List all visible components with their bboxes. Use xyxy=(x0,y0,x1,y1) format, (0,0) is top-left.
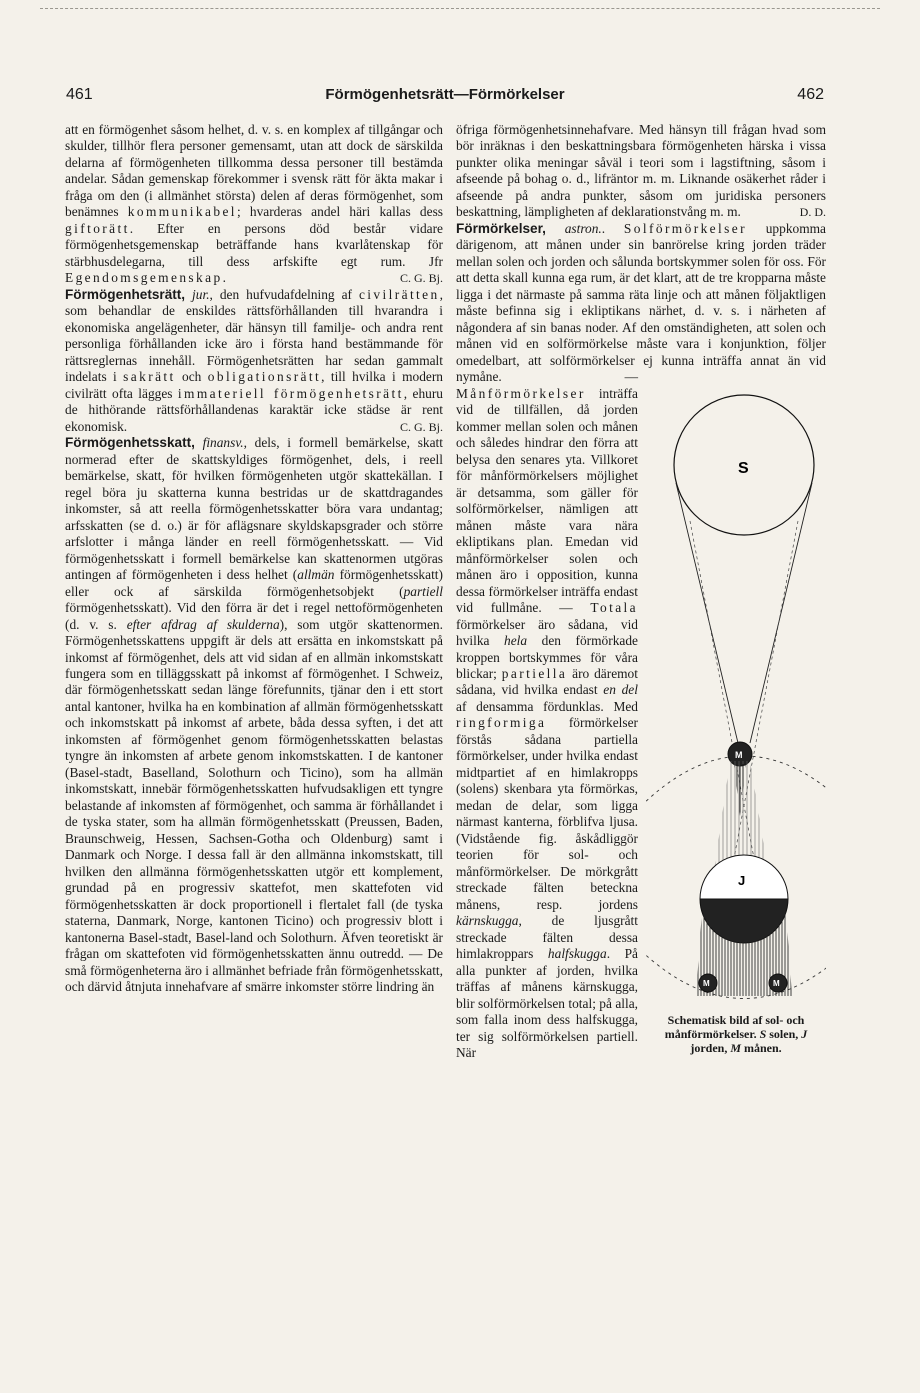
running-head: Förmögenhetsrätt—Förmörkelser xyxy=(325,86,565,103)
umbra-lines xyxy=(676,483,812,743)
author-signature: D. D. xyxy=(799,205,826,220)
label-moon-right: M xyxy=(773,979,780,989)
page-number-left: 461 xyxy=(66,86,93,103)
label-moon-left: M xyxy=(703,979,710,989)
top-scan-rule xyxy=(40,8,880,9)
entry-continuation: öfriga förmögenhetsinnehafvare. Med hänsyn till frågan hvad som bör inräknas i den beskattningsbara förmögenheten härska i vissa punkter olika meningar såväl i teori som i lagstiftning, såsom i afseende på bohag o. d., lifräntor m. m. Liknande osäkerhet råder i afseende på andra punkter, såsom om juridiska personers beskattning, lämpligheten af deklarationstvång m. m. D. D. xyxy=(456,122,826,220)
eclipse-diagram xyxy=(646,371,826,1007)
label-earth: J xyxy=(738,873,746,889)
figure-caption: Schematisk bild af sol- och månförmörkelser. S solen, J jorden, M månen. xyxy=(664,1013,808,1056)
headword: Förmögenhetsrätt, xyxy=(65,286,186,302)
entry-formogenhetsratt: Förmögenhetsrätt, jur., den hufvudafdelning af civilrätten, som behandlar de enskildes rättsförhållanden till hvarandra i ekonomiska angelägenheter, där hänsyn till familje- och andra rent personliga förhållanden icke äro i första hand bestämmande för rättsreglernas innehåll. Förmögenhetsrätten har sedan gammalt indelats i sakrätt och obligationsrätt, till hvilka i modern civilrätt ofta lägges immateriell förmögenhetsrätt, ehuru de hithörande rättsförhållandenas karaktär icke städse är rent ekonomisk. C. G. Bj. xyxy=(65,286,443,434)
headword: Förmögenhetsskatt, xyxy=(65,435,195,451)
column-right xyxy=(456,122,826,1095)
author-signature: C. G. Bj. xyxy=(399,419,443,434)
entry-formorkelser: Förmörkelser, astron.. Solförmörkelser uppkomma därigenom, att månen under sin banrörelse kring jorden träder mellan solen och jorden och sålunda bortskymmer solen för oss. För att detta skall kunna ega rum, är det klart, att de tre kropparna måste ligga i det närmaste på samma räta linje och att månen följaktligen måste befinna sig i ekliptikans närhet, d. v. s. i närheten af någondera af sin banas noder. Af den omständigheten, att solen och månen vid en solförmörkelse måste vara i konjunktion, följer omedelbart, att solförmörkelser ej kunna inträffa annat än vid nymåne. — S M J M M Schematisk bild af sol- och månförmörkelser. S solen, J jorden, M månen. Månförmörkelser inträffa vid de tillfällen, då jorden kommer mellan solen och månen och således hindrar den förra att belysa den senares yta. Villkoret för månförmörkelsers möjlighet är detsamma, som gäller för solförmörkelser, nämligen att månen måste vara nära ekliptikans plan. Emedan vid månförmörkelser solen och månen äro i opposition, kunna dessa förmörkelser inträffa endast vid fullmåne. — Totala förmörkelser äro sådana, vid hvilka hela den förmörkade kroppen bortskymmes för våra blickar; partiella äro däremot sådana, vid hvilka endast en del af densamma fördunklas. Med ringformiga förmörkelser förstås sådana partiella förmörkelser, under hvilka endast midtpartiet af en himlakropps (solens) skenbara yta förmörkas, medan de delar, som ligga närmast kanterna, förblifva ljusa. (Vidstående fig. åskådliggör teorien för sol- och månförmörkelser. De mörkgrått streckade fälten beteckna månens, resp. jordens kärnskugga, de ljusgrått streckade fälten dessa himlakroppars halfskugga. På alla punkter af jorden, hvilka träffas af månens kärnskugga, blir solförmörkelsen total; på alla, som falla inom dess halfskugga, ter sig solförmörkelsen partiell. När xyxy=(456,221,826,1062)
headword: Förmörkelser, xyxy=(456,220,546,236)
entry-formogenhetsskatt: Förmögenhetsskatt, finansv., dels, i formell bemärkelse, skatt normerad efter de skattskyldiges förmögenhet, dels, i reell bemärkelse, skatt, för hvilken förmögenheten utgör skattekällan. I regel böra ju skatterna kunna bestridas ur de skattdragandes inkomster, så att reella förmögenhetsskatter böra vara undantag; arfsskatten (se d. o.) är för aflägsnare skyldskapsgrader och större arfslotter i många länder en reell förmögenhetsskatt. — Vid förmögenhetsskatt i formell bemärkelse kan skattenormen utgöras antingen af förmögenheten i dess helhet (allmän förmögenhetsskatt) eller ock af särskilda förmögenhetsobjekt (partiell förmögenhetsskatt). Vid den förra är det i regel nettoförmögenheten (d. v. s. efter afdrag af skulderna), som utgör skattenormen. Förmögenhetsskattens uppgift är dels att ersätta en inkomstskatt på inkomst af förmögenhet, dels att vid sidan af en allmän inkomstskatt fungera som en tilläggsskatt på inkomst af förmögenhet. I Schweiz, där förmögenhetsskatt sedan länge förefunnits, tjänar den i ett stort antal kantoner, hvilka ha en kombination af allmän förmögenhetsskatt och inkomstskatt på inkomst af arbete, båda dessa syften, i det att inkomsten af förmögenhet genom förmögenhetsskatten belastas tyngre än inkomsten af arbete genom inkomstskatten. I de kantoner (Basel-stadt, Baselland, Solothurn och Ticino), som ha allmän inkomstskatt, innebär förmögenhetsskatten hufvudsakligen ett tyngre belastande af inkomsten af förmögenhet, och samma är förhållandet i de tyska stater, som ha allmän förmögenhetsskatt (Preussen, Baden, Braunschweig, Hessen, Sachsen-Gotha och Oldenburg) samt i Danmark och Norge. I dessa fall är den allmänna inkomstskatt, till hvilken den allmänna förmögenhetsskatten utgör ett komplement, grundad på en progressiv skattefot, men skattefoten vid förmögenhetsskatten är dock proportionell i flertalet fall (de tyska staterna, Danmark, Norge, kantonen Ticino) och progressiv blott i kantonerna Basel-stadt, Basel-land och Solothurn. Äfven teoretiskt är frågan om skattefoten vid förmögenhetsskatten ännu outredd. — De små förmögenheterna äro i allmänhet befriade från förmögenhetsskatt, och därvid åtnjuta innehafvare af smärre inkomster större lindring än xyxy=(65,435,443,995)
column-left xyxy=(65,122,443,996)
eclipse-figure xyxy=(646,371,826,1091)
entry-continuation: att en förmögenhet såsom helhet, d. v. s. en komplex af tillgångar och skulder, tillhör flera personer gemensamt, utan att dock de särskilda delarna af förmögenheten tillkomma dessa personer till bestämda andelar. Sådan gemenskap förekommer i svensk rätt för äkta makar i fråga om den (i allmänhet största) delen af deras förmögenhet, som benämnes kommunikabel; hvarderas andel häri kallas dess giftorätt. Efter en persons död består vidare förmögenhetsgemenskap beträffande hans kvarlåtenskap för stärbhusdelegarna, till dess arfskifte egt rum. Jfr Egendomsgemenskap. C. G. Bj. xyxy=(65,122,443,286)
label-sun: S xyxy=(738,460,749,478)
page-header xyxy=(66,86,824,112)
author-signature: C. G. Bj. xyxy=(399,271,443,286)
label-moon-top: M xyxy=(735,750,743,761)
page-number-right: 462 xyxy=(797,86,824,103)
